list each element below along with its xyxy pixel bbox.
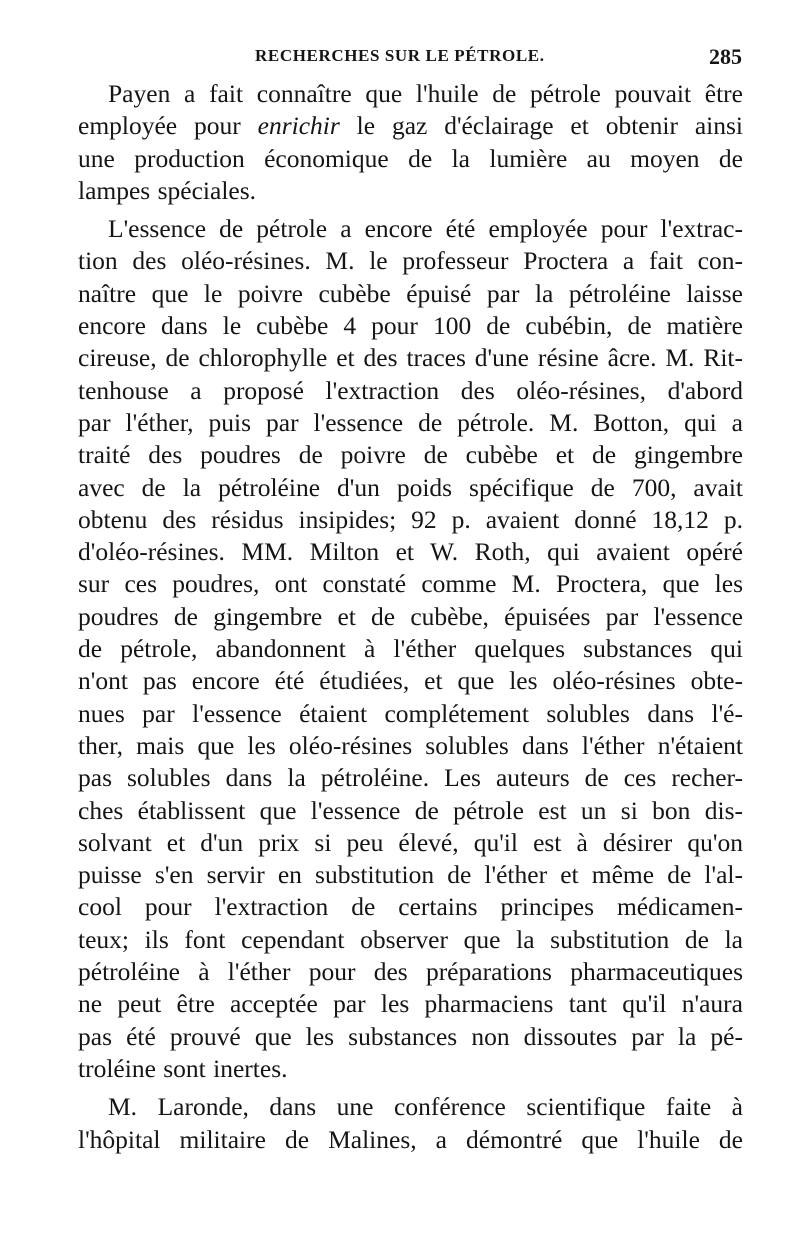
text-line: troléine sont inertes. [78,1053,288,1083]
text-line: d'oléo-résines. MM. Milton et W. Roth, qui avaient opéré [78,537,743,567]
page-number: 285 [709,44,742,69]
text-fragment: le gaz d'éclairage et obtenir ainsi [339,111,743,141]
text-line: ches établissent que l'essence de pétrole est un si bon dis- [78,795,743,825]
text-line: tenhouse a proposé l'extraction des oléo-résines, d'abord [78,375,743,405]
text-line: poudres de gingembre et de cubèbe, épuisées par l'essence [78,601,743,631]
text-line: lampes spéciales. [78,175,257,205]
paragraph-2 [78,213,743,1085]
italic-word: enrichir [257,111,340,141]
text-line: pétroléine à l'éther pour des préparations pharmaceutiques [78,957,743,987]
text-line: ne peut être acceptée par les pharmaciens tant qu'il n'aura [78,989,743,1019]
body-text [78,78,743,1156]
text-line: obtenu des résidus insipides; 92 p. avaient donné 18,12 p. [78,504,743,534]
text-fragment: employée pour [78,111,258,141]
text-line: ther, mais que les oléo-résines solubles dans l'éther n'étaient [78,730,743,760]
text-line: tion des oléo-résines. M. le professeur Proctera a fait con- [78,246,743,276]
text-line: avec de la pétroléine d'un poids spécifique de 700, avait [78,472,743,502]
running-title: RECHERCHES SUR LE PÉTROLE. [255,46,545,65]
text-line: de pétrole, abandonnent à l'éther quelques substances qui [78,634,743,664]
text-line: traité des poudres de poivre de cubèbe et de gingembre [78,440,743,470]
text-line: puisse s'en servir en substitution de l'éther et même de l'al- [78,860,743,890]
text-line: une production économique de la lumière au moyen de [78,143,743,173]
text-line: Payen a fait connaître que l'huile de pétrole pouvait être [108,79,743,108]
text-line: l'hôpital militaire de Malines, a démontré que l'huile de [78,1124,743,1154]
text-line: sur ces poudres, ont constaté comme M. Proctera, que les [78,569,743,599]
text-line: solvant et d'un prix si peu élevé, qu'il est à désirer qu'on [78,827,743,857]
text-line: pas été prouvé que les substances non dissoutes par la pé- [78,1021,743,1051]
text-line: M. Laronde, dans une conférence scientifique faite à [108,1092,743,1122]
text-line: cireuse, de chlorophylle et des traces d'une résine âcre. M. Rit- [78,343,743,373]
paragraph-1 [78,78,743,207]
text-line: par l'éther, puis par l'essence de pétrole. M. Botton, qui a [78,407,743,437]
running-header [80,44,742,74]
paragraph-3 [78,1091,743,1156]
text-line: cool pour l'extraction de certains principes médicamen- [78,892,743,922]
text-line: teux; ils font cependant observer que la substitution de la [78,924,743,954]
text-line: n'ont pas encore été étudiées, et que les oléo-résines obte- [78,666,743,696]
text-line: L'essence de pétrole a encore été employée pour l'extrac- [108,214,743,244]
text-line: pas solubles dans la pétroléine. Les auteurs de ces recher- [78,763,743,793]
text-line: encore dans le cubèbe 4 pour 100 de cubébin, de matière [78,311,743,341]
text-line-with-italic [78,110,743,142]
text-line: nues par l'essence étaient complétement solubles dans l'é- [78,698,743,728]
text-line: naître que le poivre cubèbe épuisé par la pétroléine laisse [78,278,743,308]
